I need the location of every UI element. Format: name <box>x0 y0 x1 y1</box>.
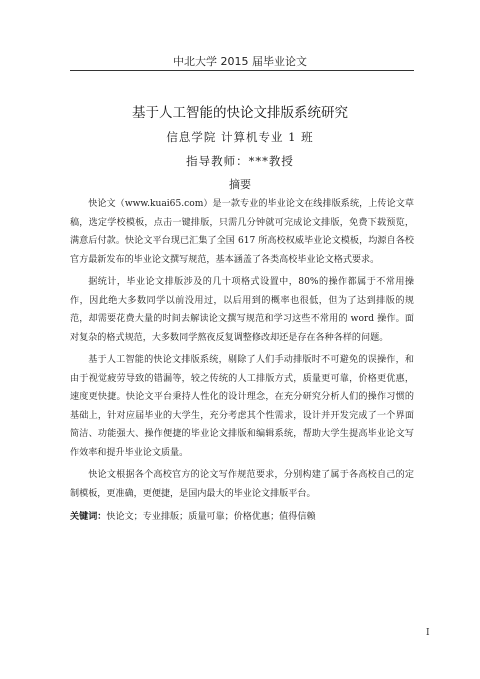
abstract-paragraph-2: 据统计，毕业论文排版涉及的几十项格式设置中，80%的操作都属于不常用操作，因此绝大多数同学以前没用过，以后用到的概率也很低，但为了达到排版的规范，却需要花费大量的时间去解读论文撰写规范和学习这些不常用的 word 操作。面对复杂的格式规范，大多数同学熬夜反复调整修改却还是存在各种各样的问题。 <box>70 277 414 343</box>
abstract-heading: 摘要 <box>229 178 251 191</box>
running-header: 中北大学 2015 届毕业论文 <box>173 55 307 68</box>
abstract-paragraph-4: 快论文根据各个高校官方的论文写作规范要求，分别构建了属于各高校自己的定制模板，更准确，更便捷，是国内最大的毕业论文排版平台。 <box>70 470 414 499</box>
author-affiliation: 信息学院 计算机专业 1 班 <box>166 130 314 144</box>
abstract-paragraph-1: 快论文（www.kuai65.com）是一款专业的毕业论文在线排版系统，上传论文草稿，选定学校模板，点击一键排版，只需几分钟就可完成论文排版，免费下载预览，满意后付款。快论文平台现已汇集了全国 617 所高校权威毕业论文模板，均源自各校官方最新发布的毕业论文撰写规范，基本涵盖了各类高校毕业论文格式要求。 <box>70 199 414 265</box>
paper-title: 基于人工智能的快论文排版系统研究 <box>132 105 348 121</box>
header-rule <box>70 70 414 71</box>
keywords-text: 快论文；专业排版；质量可靠；价格优惠；值得信赖 <box>106 512 316 522</box>
abstract-body <box>70 195 414 503</box>
keywords-line <box>70 508 414 526</box>
advisor-line: 指导教师：***教授 <box>186 154 294 168</box>
keywords-label: 关键词： <box>70 512 107 522</box>
page-number: I <box>426 628 430 638</box>
abstract-paragraph-3: 基于人工智能的快论文排版系统，剔除了人们手动排版时不可避免的误操作，和由于视觉疲劳导致的错漏等，较之传统的人工排版方式，质量更可靠，价格更优惠，速度更快捷。快论文平台秉持人性化的设计理念，在充分研究分析人们的操作习惯的基础上，针对应届毕业的大学生，充分考虑其个性需求，设计并开发完成了一个界面简洁、功能强大、操作便捷的毕业论文排版和编辑系统，帮助大学生提高毕业论文写作效率和提升毕业论文质量。 <box>70 355 414 458</box>
